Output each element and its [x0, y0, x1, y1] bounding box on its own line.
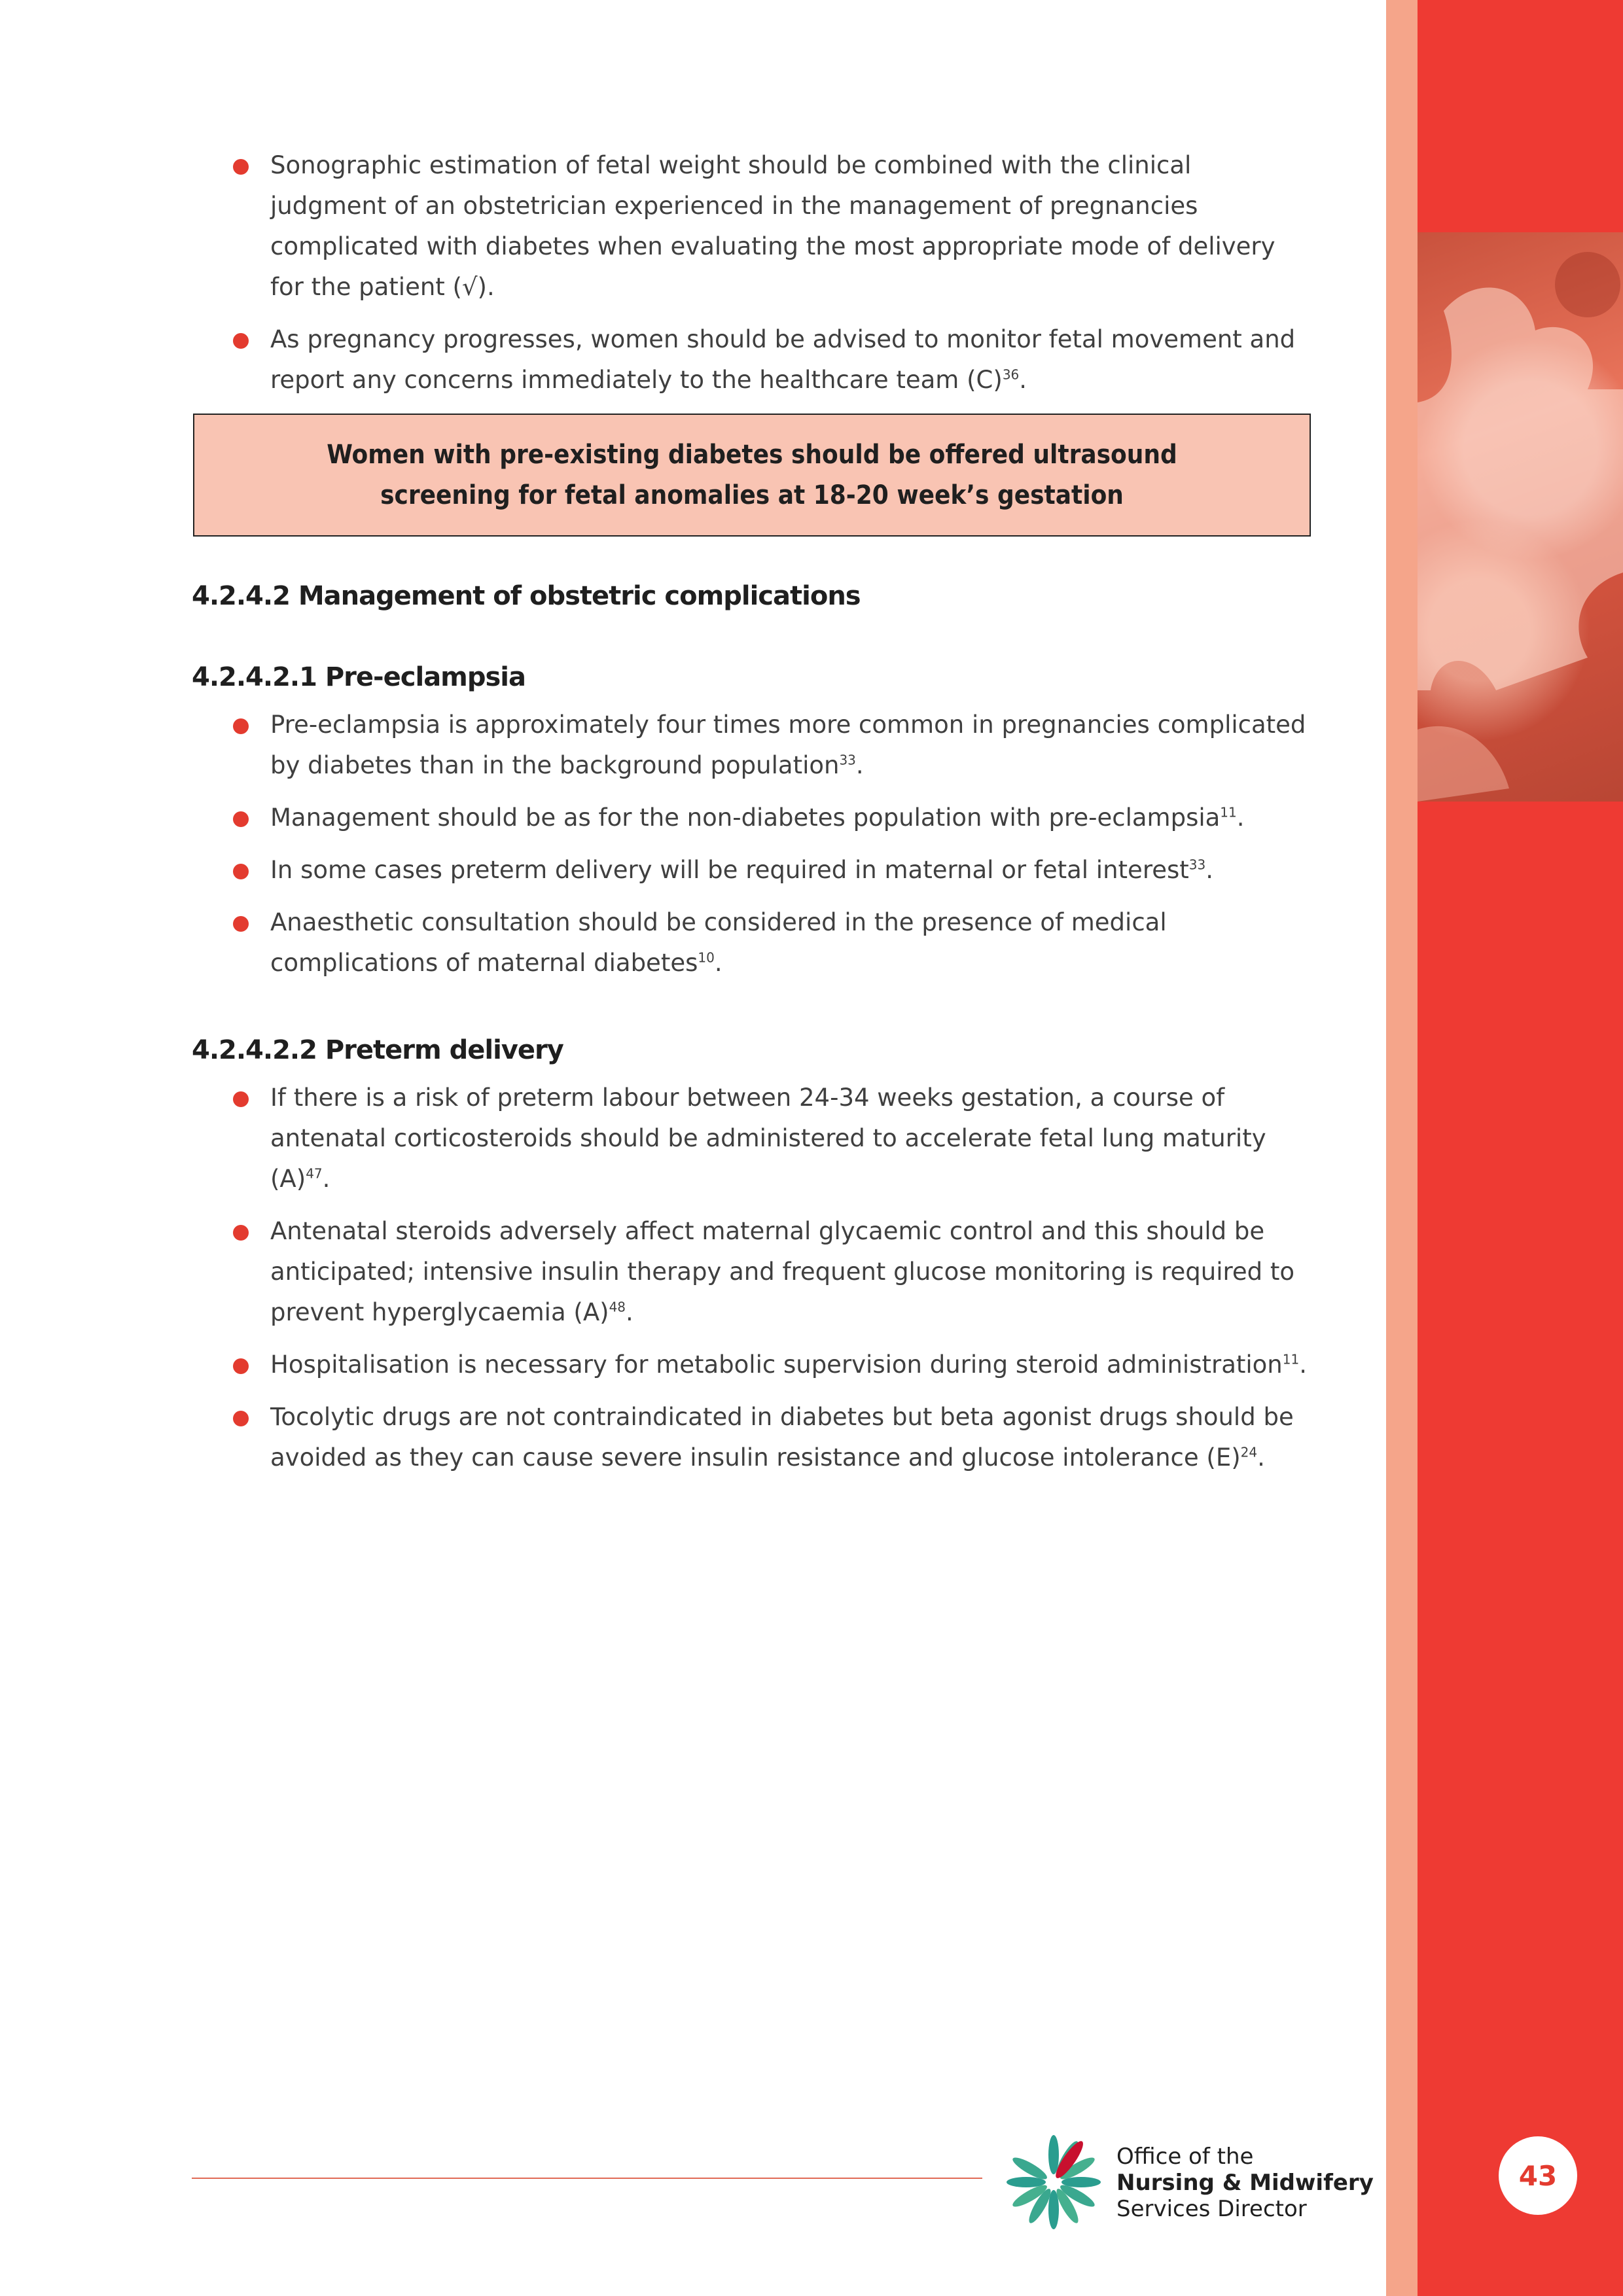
reference: 11 [1282, 1351, 1300, 1368]
bullet-list-preterm [192, 1078, 1312, 1478]
reference: 47 [306, 1165, 323, 1182]
list-item: Tocolytic drugs are not contraindicated in diabetes but beta agonist drugs should be avoided as they can cause severe insulin resistance and glucose intolerance $(E)^{24}$. [192, 1397, 1312, 1478]
list-item-text: Tocolytic drugs are not contraindicated in diabetes but beta agonist drugs should be avoided as they can cause severe insulin resistance and glucose intolerance (E) [270, 1403, 1294, 1472]
bullet-list-pre-eclampsia [192, 705, 1312, 983]
puzzle-image [1418, 232, 1623, 802]
list-item-text: Management should be as for the non-diabetes population with pre-eclampsia [270, 804, 1221, 832]
bullet-icon [233, 333, 249, 349]
bullet-icon [233, 1411, 249, 1426]
bullet-icon [233, 1225, 249, 1241]
bullet-icon [233, 1091, 249, 1107]
subsection-heading-pre-eclampsia: 4.2.4.2.1 Pre-eclampsia [192, 662, 526, 692]
reference: 24 [1240, 1444, 1258, 1460]
bullet-icon [233, 811, 249, 827]
list-item-text: Hospitalisation is necessary for metabolic supervision during steroid administration [270, 1351, 1283, 1379]
logo-text [1116, 2144, 1374, 2222]
side-band-light [1386, 0, 1418, 2296]
reference: 11 [1220, 804, 1237, 821]
list-item: In some cases preterm delivery will be required in maternal or fetal interest$^{33}$. [192, 850, 1312, 891]
bullet-icon [233, 916, 249, 932]
logo-line-1: Office of the [1116, 2144, 1254, 2170]
reference: 33 [1188, 857, 1206, 873]
logo-flower-icon [1001, 2130, 1106, 2234]
list-item: Anaesthetic consultation should be considered in the presence of medical complications of maternal diabetes$^{10}$. [192, 902, 1312, 983]
list-item-text: In some cases preterm delivery will be required in maternal or fetal interest [270, 856, 1189, 884]
logo-line-2: Nursing & Midwifery [1116, 2170, 1374, 2196]
bullet-icon [233, 864, 249, 879]
list-item-text: Antenatal steroids adversely affect maternal glycaemic control and this should be anticipated; intensive insulin therapy and frequent glucose monitoring is required to prevent hyperglycaemia (A) [270, 1217, 1295, 1326]
reference: 48 [609, 1299, 626, 1315]
list-item-text: As pregnancy progresses, women should be advised to monitor fetal movement and report any concerns immediately to the healthcare team (C) [270, 325, 1296, 394]
list-item: Management should be as for the non-diabetes population with pre-eclampsia$^{11}$. [192, 798, 1312, 838]
list-item-text: Sonographic estimation of fetal weight should be combined with the clinical judgment of an obstetrician experienced in the management of pregnancies complicated with diabetes when evaluating the most appropriate mode of delivery for the patient (√). [270, 151, 1275, 301]
list-item: Antenatal steroids adversely affect maternal glycaemic control and this should be anticipated; intensive insulin therapy and frequent glucose monitoring is required to prevent hyperglycaemia $(A)^{48}$. [192, 1211, 1312, 1333]
bullet-icon [233, 1358, 249, 1374]
content-top [192, 145, 1312, 412]
bullet-list-top [192, 145, 1312, 400]
section-heading: 4.2.4.2 Management of obstetric complications [192, 581, 861, 611]
logo-line-3: Services Director [1116, 2196, 1307, 2222]
list-item: Hospitalisation is necessary for metabolic supervision during steroid administration$^{11}$. [192, 1345, 1312, 1385]
reference: 33 [839, 752, 856, 768]
callout-line-1: Women with pre-existing diabetes should be offered ultrasound [327, 440, 1177, 470]
reference: 36 [1002, 366, 1020, 383]
content-pre-eclampsia [192, 705, 1312, 995]
list-item: Pre-eclampsia is approximately four times more common in pregnancies complicated by diabetes than in the background population$^{33}$. [192, 705, 1312, 786]
list-item [192, 145, 1312, 308]
list-item-text: Anaesthetic consultation should be considered in the presence of medical complications of maternal diabetes [270, 908, 1167, 977]
callout-box [193, 414, 1311, 537]
callout-line-2: screening for fetal anomalies at 18-20 week’s gestation [380, 480, 1124, 510]
page-number: 43 [1499, 2136, 1577, 2215]
subsection-heading-preterm: 4.2.4.2.2 Preterm delivery [192, 1035, 563, 1065]
reference: 10 [698, 949, 715, 966]
list-item: If there is a risk of preterm labour between 24-34 weeks gestation, a course of antenatal corticosteroids should be administered to accelerate fetal lung maturity $(A)^{47}$. [192, 1078, 1312, 1199]
bullet-icon [233, 159, 249, 175]
bullet-icon [233, 718, 249, 734]
list-item-text: If there is a risk of preterm labour between 24-34 weeks gestation, a course of antenatal corticosteroids should be administered to accelerate fetal lung maturity (A) [270, 1084, 1266, 1193]
list-item-text: Pre-eclampsia is approximately four times more common in pregnancies complicated by diabetes than in the background population [270, 711, 1306, 779]
content-preterm [192, 1078, 1312, 1490]
list-item: As pregnancy progresses, women should be advised to monitor fetal movement and report any concerns immediately to the healthcare team $(C)^{36}$. [192, 319, 1312, 400]
footer-divider [192, 2178, 982, 2179]
